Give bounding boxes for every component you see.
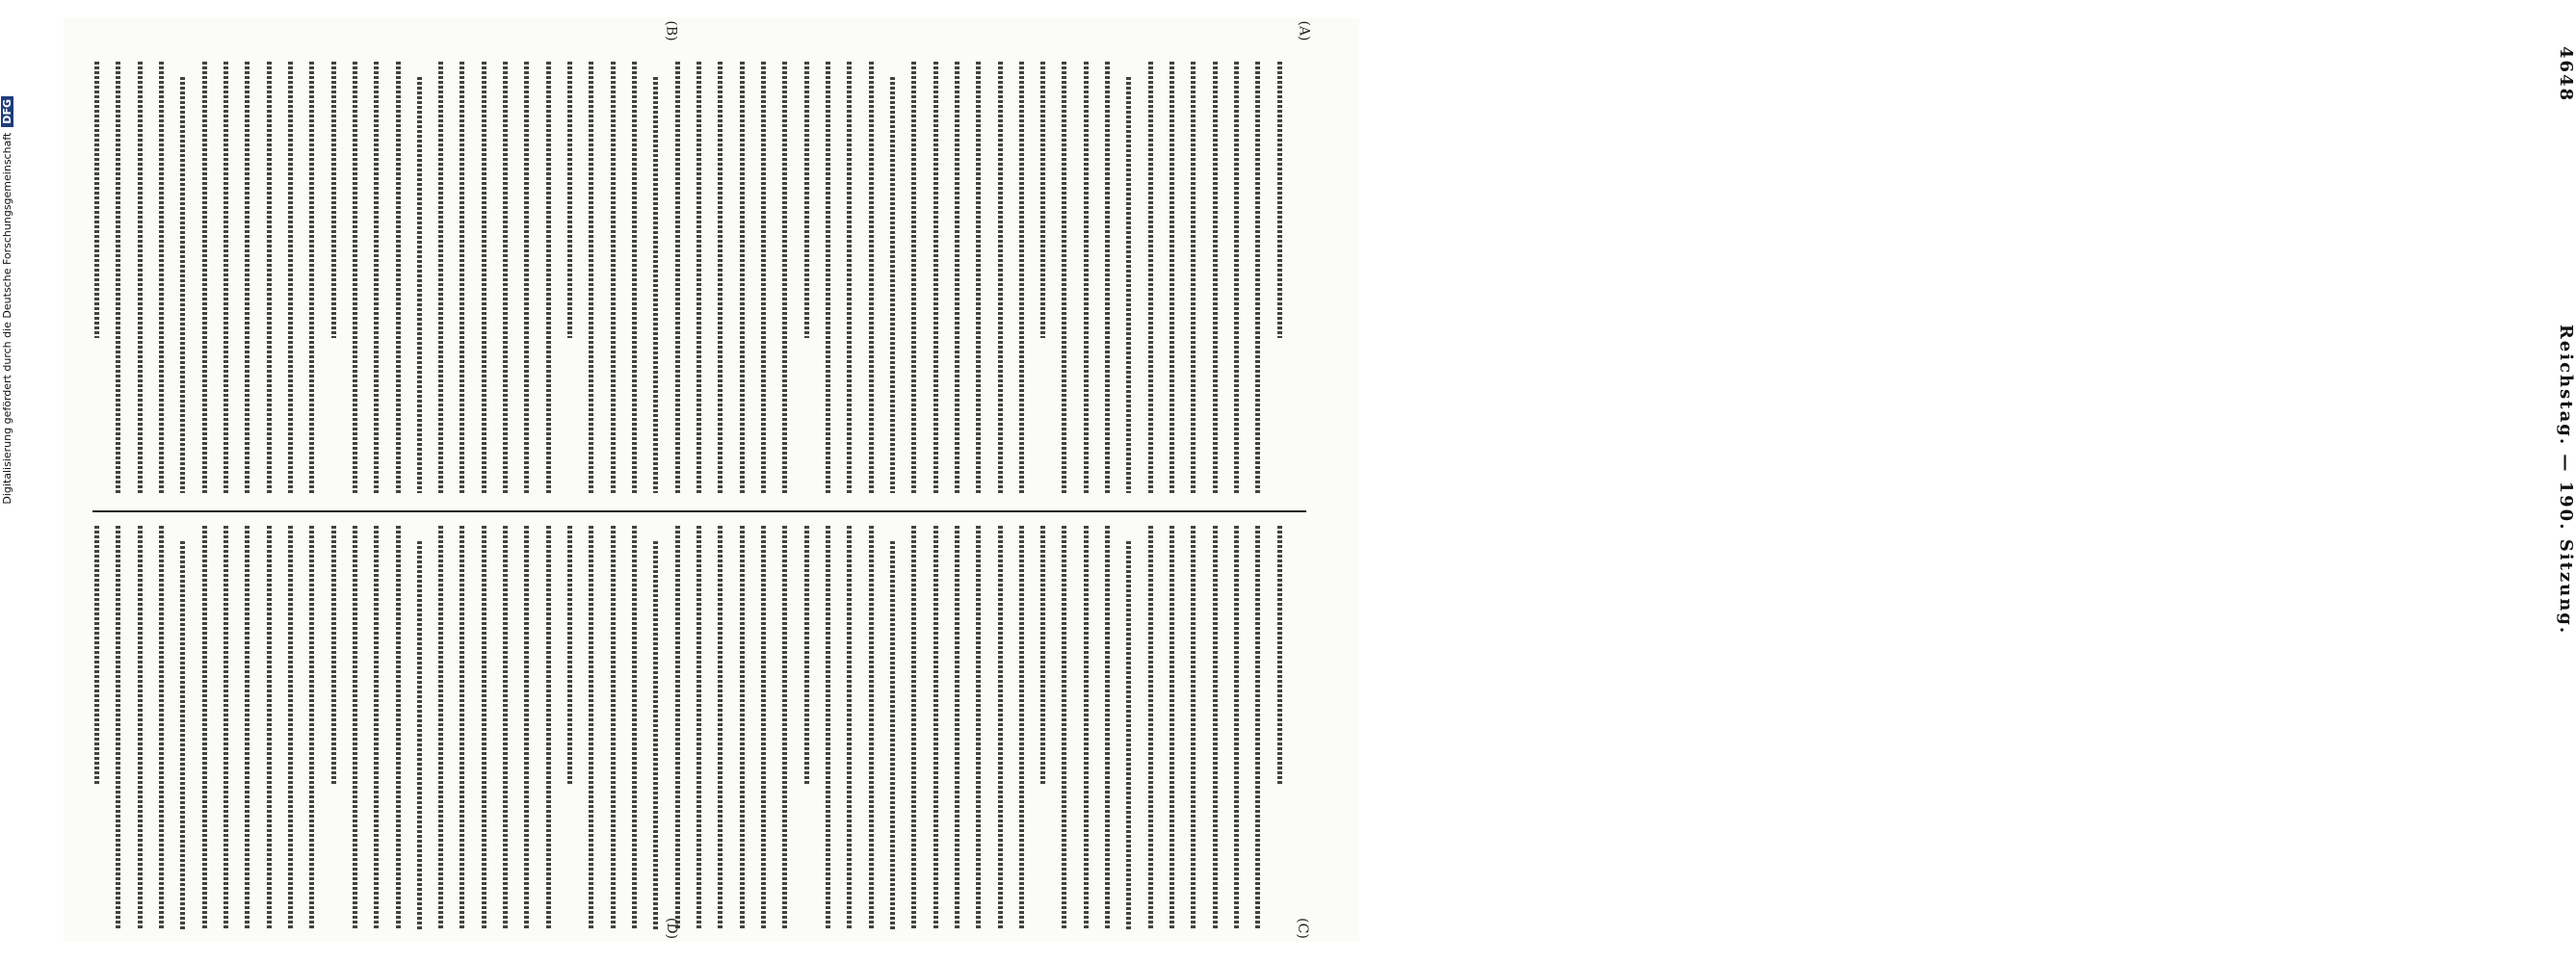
text-line (245, 62, 250, 493)
text-line (1148, 62, 1153, 493)
text-line (761, 526, 766, 930)
text-line (223, 526, 228, 930)
text-line (589, 62, 593, 493)
text-line (782, 526, 787, 930)
text-line (782, 62, 787, 493)
text-line (697, 62, 701, 493)
text-line (611, 526, 616, 930)
text-line (826, 526, 830, 930)
text-line (267, 526, 272, 930)
text-line (911, 62, 916, 493)
dfg-logo: DFG (1, 96, 13, 127)
text-line (159, 62, 164, 493)
text-line (524, 62, 529, 493)
text-line (675, 526, 680, 930)
text-line (869, 62, 874, 493)
text-line (396, 526, 401, 930)
text-line (374, 526, 379, 930)
text-line (1234, 526, 1239, 930)
text-line (1255, 62, 1260, 493)
text-line (482, 526, 486, 930)
text-line (567, 526, 572, 785)
text-line (933, 62, 938, 493)
text-line (417, 77, 422, 493)
text-line (632, 526, 637, 930)
text-line (331, 62, 336, 338)
text-line (1213, 526, 1218, 930)
text-line (1105, 526, 1110, 930)
text-line (1191, 62, 1196, 493)
text-line (116, 62, 120, 493)
running-header (1302, 17, 2576, 942)
text-line (116, 526, 120, 930)
text-line (1062, 62, 1066, 493)
text-line (460, 526, 464, 930)
text-line (1277, 62, 1282, 338)
text-line (159, 526, 164, 930)
text-line (1213, 62, 1218, 493)
text-line (1126, 77, 1131, 493)
text-line (374, 62, 379, 493)
text-line (567, 62, 572, 338)
text-line (460, 62, 464, 493)
text-line (632, 62, 637, 493)
text-line (331, 526, 336, 785)
text-line (976, 62, 981, 493)
margin-marker-c: (C) (1294, 918, 1310, 939)
text-line (353, 526, 357, 930)
text-line (890, 77, 895, 493)
text-line (611, 62, 616, 493)
text-line (482, 62, 486, 493)
text-line (653, 541, 658, 930)
text-line (740, 62, 745, 493)
text-line (438, 62, 443, 493)
text-line (309, 62, 314, 493)
text-line (138, 526, 143, 930)
text-line (740, 526, 745, 930)
newspaper-page (64, 17, 2576, 942)
text-line (718, 526, 723, 930)
margin-marker-a: (A) (1296, 20, 1312, 41)
text-line (1084, 526, 1089, 930)
text-line (267, 62, 272, 493)
text-line (718, 62, 723, 493)
text-line (1126, 541, 1131, 930)
text-line (1019, 62, 1024, 493)
text-line (890, 541, 895, 930)
text-line (804, 526, 809, 785)
text-line (245, 526, 250, 930)
text-line (1040, 62, 1045, 338)
margin-marker-d: (D) (664, 917, 680, 940)
text-line (804, 62, 809, 338)
footer-text: Digitalisierung gefördert durch die Deutsche Forschungsgemeinschaft (1, 132, 13, 505)
text-line (1019, 526, 1024, 930)
text-line (503, 526, 508, 930)
running-head (2553, 46, 2576, 913)
text-line (697, 526, 701, 930)
text-column-top (92, 56, 1297, 499)
running-head-title: Reichstag. — 190. Sitzung. (2556, 324, 2576, 636)
text-line (976, 526, 981, 930)
text-line (1062, 526, 1066, 930)
text-line (1234, 62, 1239, 493)
text-line (675, 62, 680, 493)
column-divider (92, 510, 1306, 512)
text-line (396, 62, 401, 493)
text-line (1105, 62, 1110, 493)
text-line (1255, 526, 1260, 930)
text-line (309, 526, 314, 930)
text-line (1148, 526, 1153, 930)
text-line (653, 77, 658, 493)
text-line (911, 526, 916, 930)
text-line (1191, 526, 1196, 930)
text-line (826, 62, 830, 493)
text-line (546, 526, 551, 930)
text-line (1170, 62, 1174, 493)
text-line (288, 526, 293, 930)
text-line (1084, 62, 1089, 493)
text-line (288, 62, 293, 493)
text-line (1170, 526, 1174, 930)
text-line (180, 541, 185, 930)
text-line (955, 526, 959, 930)
digitization-footer (1, 96, 14, 867)
margin-marker-b: (B) (663, 20, 679, 41)
text-line (138, 62, 143, 493)
text-line (524, 526, 529, 930)
text-line (1040, 526, 1045, 785)
text-line (202, 62, 207, 493)
text-line (223, 62, 228, 493)
text-line (202, 526, 207, 930)
text-line (1277, 526, 1282, 785)
text-line (998, 526, 1003, 930)
text-line (869, 526, 874, 930)
text-line (847, 526, 852, 930)
text-line (546, 62, 551, 493)
text-line (94, 62, 99, 338)
text-line (589, 526, 593, 930)
text-line (998, 62, 1003, 493)
text-line (933, 526, 938, 930)
text-line (761, 62, 766, 493)
text-line (180, 77, 185, 493)
page-number: 4648 (2556, 46, 2576, 103)
text-line (955, 62, 959, 493)
text-line (353, 62, 357, 493)
text-line (94, 526, 99, 785)
text-line (417, 541, 422, 930)
text-line (847, 62, 852, 493)
text-column-bottom (92, 520, 1297, 936)
text-line (503, 62, 508, 493)
text-line (438, 526, 443, 930)
